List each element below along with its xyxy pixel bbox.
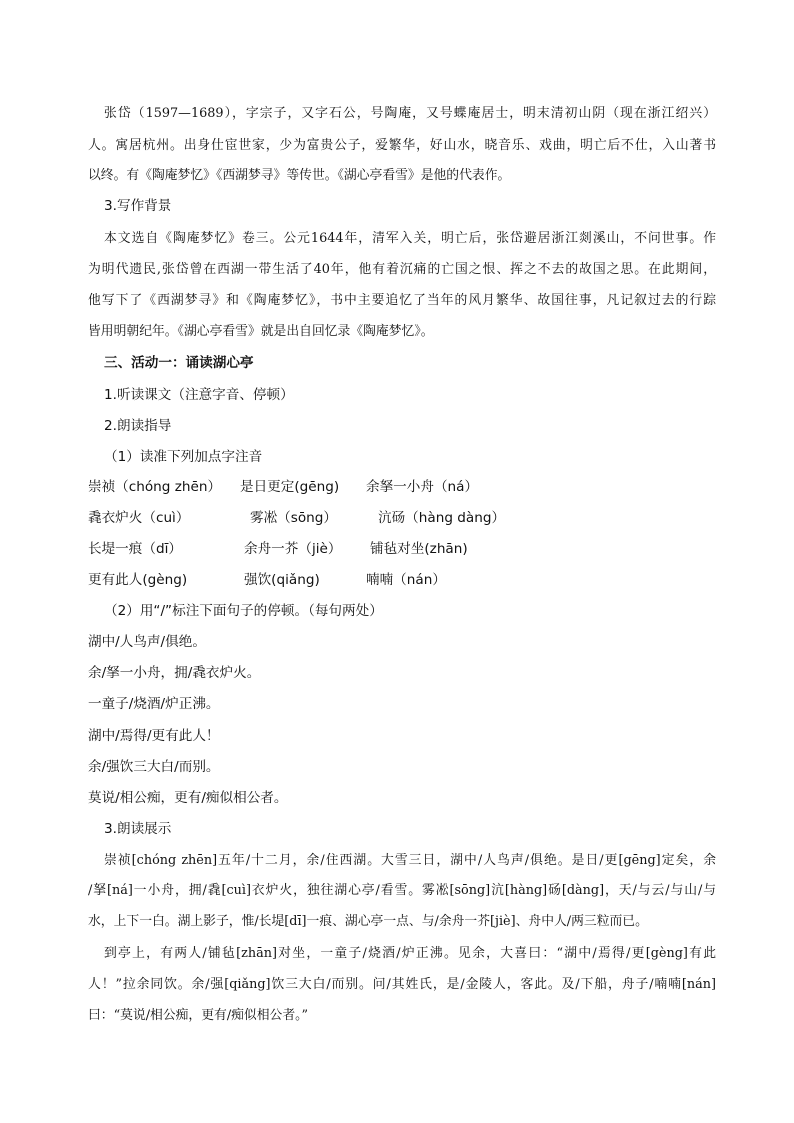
reading-text-line: 曰：“莫说/相公痴，更有/痴似相公者。”: [88, 1008, 309, 1023]
pronunciation-entry: 毳衣炉火（cuì）: [88, 510, 190, 526]
pause-instruction: （2）用“/”标注下面句子的停顿。（每句两处）: [104, 603, 383, 619]
reading-display-heading: 3.朗读展示: [104, 821, 172, 837]
reading-text-line: 崇祯[chóng zhēn]五年/十二月，余/住西湖。大雪三日，湖中/人鸟声/俱绝。是日/更[gēng]定矣，余: [104, 853, 716, 868]
reading-text-line: 水，上下一白。湖上影子，惟/长堤[dī]一痕、湖心亭一点、与/余舟一芥[jiè]、舟中人/两三粒而已。: [88, 914, 648, 929]
listen-reading-item: 1.听读课文（注意字音、停顿）: [104, 387, 294, 403]
author-intro-line-2: 人。寓居杭州。出身仕宦世家，少为富贵公子，爱繁华，好山水，晓音乐、戏曲，明亡后不仕，入山著书: [88, 138, 716, 153]
section-heading-activity: 三、活动一：诵读湖心亭: [104, 355, 254, 371]
reading-text-line: 人！”拉余同饮。余/强[qiǎng]饮三大白/而别。问/其姓氏，是/金陵人，客此。及/下船，舟子/喃喃[nán]: [88, 977, 716, 992]
reading-text-line: /拏[ná]一小舟，拥/毳[cuì]衣炉火，独往湖心亭/看雪。雾凇[sōng]沆[hàng]砀[dàng]，天/与云/与山/与: [88, 883, 716, 898]
pause-sentence: 莫说/相公痴，更有/痴似相公者。: [88, 790, 288, 806]
pronunciation-entry: 铺毡对坐(zhān): [370, 541, 468, 557]
pause-sentence: 湖中/焉得/更有此人！: [88, 728, 220, 744]
background-line-3: 他写下了《西湖梦寻》和《陶庵梦忆》，书中主要追忆了当年的风月繁华、故国往事，凡记叙过去的行踪: [88, 293, 716, 308]
pause-sentence: 余/拏一小舟，拥/毳衣炉火。: [88, 665, 261, 681]
background-line-4: 皆用明朝纪年。《湖心亭看雪》就是出自回忆录《陶庵梦忆》。: [88, 324, 434, 339]
pronunciation-instruction: （1）读准下列加点字注音: [104, 449, 263, 465]
pronunciation-entry: 沆砀（hàng dàng）: [378, 510, 506, 526]
pronunciation-entry: 余拏一小舟（ná）: [366, 479, 479, 495]
section-heading-background: 3.写作背景: [104, 198, 172, 214]
pronunciation-entry: 更有此人(gèng): [88, 572, 188, 588]
pause-sentence: 一童子/烧酒/炉正沸。: [88, 696, 220, 712]
reading-text-line: 到亭上，有两人/铺毡[zhān]对坐，一童子/烧酒/炉正沸。见余，大喜曰：“湖中/焉得/更[gèng]有此: [104, 946, 716, 961]
pronunciation-entry: 雾凇（sōng）: [250, 510, 338, 526]
background-line-2: 为明代遗民,张岱曾在西湖一带生活了40年，他有着沉痛的亡国之恨、挥之不去的故国之思。在此期间，: [88, 262, 716, 277]
pause-sentence: 湖中/人鸟声/俱绝。: [88, 634, 206, 650]
pronunciation-entry: 喃喃（nán）: [366, 572, 446, 588]
pronunciation-entry: 强饮(qiǎng): [244, 572, 320, 588]
reading-guide-item: 2.朗读指导: [104, 418, 172, 434]
background-line-1: 本文选自《陶庵梦忆》卷三。公元1644年，清军入关，明亡后，张岱避居浙江剡溪山，不问世事。作: [104, 231, 716, 246]
pronunciation-entry: 余舟一芥（jiè）: [244, 541, 342, 557]
author-intro-line-1: 张岱（1597—1689），字宗子，又字石公，号陶庵，又号蝶庵居士，明末清初山阴（现在浙江绍兴）: [104, 106, 716, 121]
pause-sentence: 余/强饮三大白/而别。: [88, 759, 220, 775]
author-intro-line-3: 以终。有《陶庵梦忆》《西湖梦寻》等传世。《湖心亭看雪》是他的代表作。: [88, 168, 511, 183]
pronunciation-entry: 崇祯（chóng zhēn）: [88, 479, 222, 495]
pronunciation-entry: 长堤一痕（dī）: [88, 541, 182, 557]
pronunciation-entry: 是日更定(gēng): [240, 479, 340, 495]
